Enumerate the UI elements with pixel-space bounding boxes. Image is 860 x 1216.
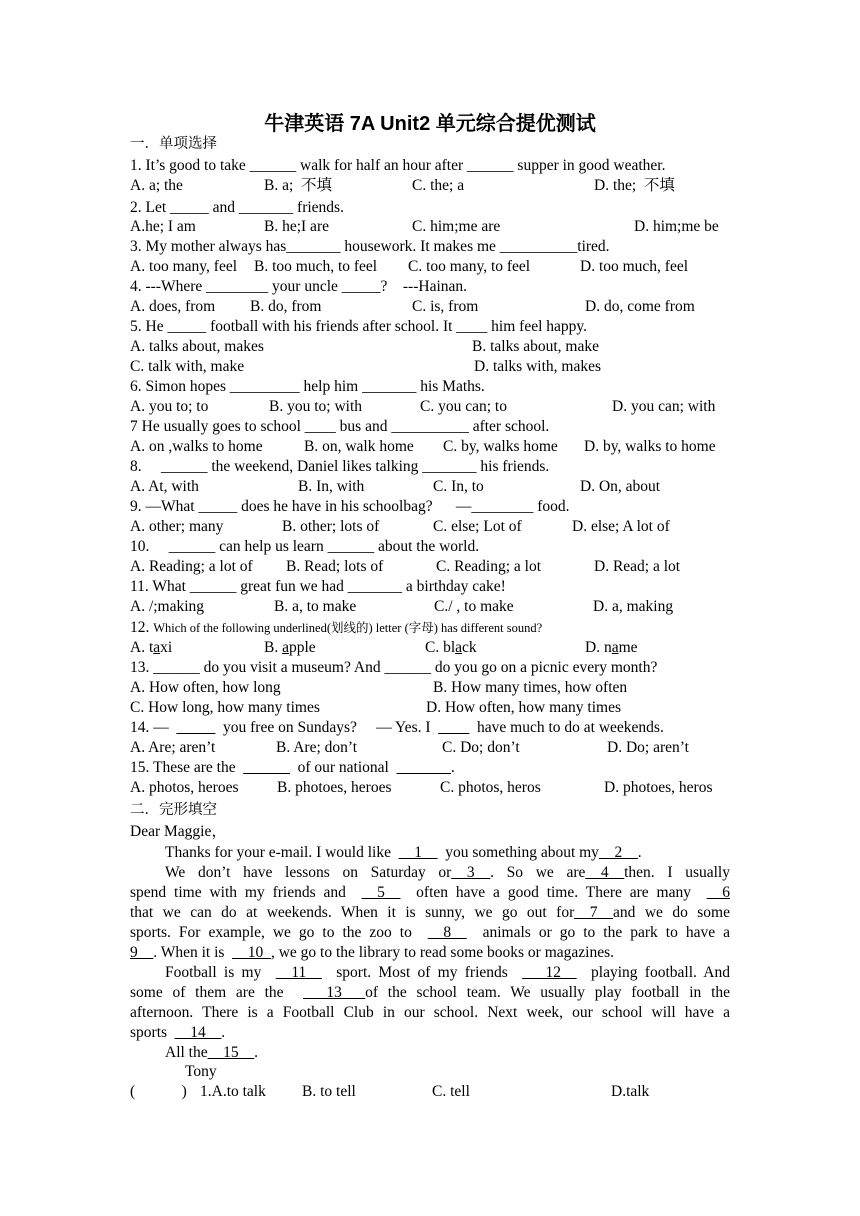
option-c: C. him;me are [412, 218, 501, 235]
blank: ______ [243, 759, 290, 776]
question-stem: 2. Let _____ and _______ friends. [130, 199, 344, 216]
page-title: 牛津英语 7A Unit2 单元综合提优测试 [264, 113, 596, 135]
paragraph-line: afternoon. There is a Football Club in our school. Next week, our school will have a [130, 1004, 730, 1021]
question-stem: 10. ______ can help us learn ______ about the world. [130, 538, 480, 555]
option-b: B. do, from [250, 298, 322, 315]
paragraph-line: We don’t have lessons on Saturday or__3__. So we are__4__then. I usually [165, 864, 730, 881]
letter-signature: Tony [185, 1063, 217, 1080]
option-b: B. he;I are [264, 218, 329, 235]
blank-7: __7__ [574, 904, 613, 921]
option-d: D. do, come from [585, 298, 695, 315]
section-heading-cloze: 二．完形填空 [130, 802, 217, 818]
blank-2: __2__ [598, 844, 638, 861]
blank: _______ [396, 759, 451, 776]
question-stem: 5. He _____ football with his friends after school. It ____ him feel happy. [130, 318, 588, 335]
option-d: D. the; 不填 [594, 177, 675, 194]
option-c: C. the; a [412, 177, 465, 194]
question-stem: 1. It’s good to take ______ walk for half an hour after ______ supper in good weather. [130, 157, 666, 174]
option-c: C. photos, heros [440, 779, 541, 796]
blank-12: ___12__ [522, 964, 577, 981]
option-c: C. Reading; a lot [436, 558, 542, 575]
option-b: B. on, walk home [304, 438, 414, 455]
option-a: A. How often, how long [130, 679, 281, 696]
option-a: A. does, from [130, 298, 216, 315]
option-d: D. name [585, 639, 638, 656]
option-b: B. In, with [298, 478, 365, 495]
underlined-letter: a [153, 639, 161, 656]
blank-11: __11__ [275, 964, 322, 981]
option-d: D. talks with, makes [474, 358, 601, 375]
option-a: A. a; the [130, 177, 183, 194]
question-stem: 14. — _____ you free on Sundays? — Yes. I ____ have much to do at weekends. [130, 719, 664, 736]
question-stem: 6. Simon hopes _________ help him _______ his Maths. [130, 378, 485, 395]
question-text: Which of the following underlined(划线的) letter (字母) has different sound? [153, 621, 543, 635]
paragraph-line: sports __14__. [130, 1024, 226, 1041]
blank-9: 9__ [130, 944, 154, 961]
question-stem: 8. ______ the weekend, Daniel likes talking _______ his friends. [130, 458, 550, 475]
paragraph-line: some of them are the ___13___of the school team. We usually play football in the [130, 984, 731, 1001]
question-stem: 15. These are the ______ of our national _______. [130, 759, 455, 776]
option-b: B. to tell [302, 1083, 356, 1100]
question-stem: 4. ---Where ________ your uncle _____? ---Hainan. [130, 278, 468, 295]
option-c: C. by, walks home [443, 438, 558, 455]
option-d: D. else; A lot of [572, 518, 670, 535]
option-d: D. photoes, heros [604, 779, 713, 796]
paragraph-line: 9__. When it is __10_, we go to the library to read some books or magazines. [130, 944, 614, 961]
option-a: A. Are; aren’t [130, 739, 216, 756]
option-b: B. too much, to feel [254, 258, 378, 275]
blank: _____ [176, 719, 216, 736]
option-b: B. How many times, how often [433, 679, 628, 696]
question-stem: 11. What ______ great fun we had _______ a birthday cake! [130, 578, 506, 595]
option-b: B. Read; lots of [286, 558, 384, 575]
option-d: D. Do; aren’t [607, 739, 689, 756]
option-c: C. you can; to [420, 398, 507, 415]
blank-8: __8__ [427, 924, 467, 941]
option-a: A. talks about, makes [130, 338, 264, 355]
option-c: C. too many, to feel [408, 258, 531, 275]
blank-14: __14__ [174, 1024, 222, 1041]
paragraph-line: Thanks for your e-mail. I would like __1__ you something about my__2__. [165, 844, 642, 861]
paragraph-line: that we can do at weekends. When it is sunny, we go out for__7__and we do some [130, 904, 730, 921]
blank-6: __6 [706, 884, 730, 901]
question-stem: 13. ______ do you visit a museum? And ______ do you go on a picnic every month? [130, 659, 658, 676]
blank-4: __4__ [585, 864, 625, 881]
option-a: 1.A.to talk [200, 1083, 266, 1100]
option-a: A. on ,walks to home [130, 438, 263, 455]
option-b: B. you to; with [269, 398, 363, 415]
option-a: A. photos, heroes [130, 779, 239, 796]
paragraph-line: Football is my __11__ sport. Most of my friends ___12__ playing football. And [165, 964, 730, 981]
option-d: D.talk [611, 1083, 650, 1100]
option-d: D. Read; a lot [594, 558, 681, 575]
option-b: B. a; 不填 [264, 177, 333, 194]
option-b: B. photoes, heroes [277, 779, 392, 796]
question-stem: 7 He usually goes to school ____ bus and __________ after school. [130, 418, 550, 435]
option-a: A. Reading; a lot of [130, 558, 253, 575]
underlined-letter: a [611, 639, 619, 656]
option-b: B. talks about, make [472, 338, 599, 355]
option-b: B. other; lots of [282, 518, 380, 535]
blank-13: ___13___ [303, 984, 366, 1001]
option-d: D. you can; with [612, 398, 716, 415]
option-a: A. taxi [130, 639, 173, 656]
option-d: D. On, about [580, 478, 661, 495]
option-d: D. too much, feel [580, 258, 689, 275]
question-number: 12. [130, 619, 154, 636]
question-stem: 9. —What _____ does he have in his schoolbag? —________ food. [130, 498, 570, 515]
answer-paren: ( ) [130, 1083, 187, 1100]
blank-5: __5__ [361, 884, 401, 901]
option-a: A. /;making [130, 598, 205, 615]
option-c: C. Do; don’t [442, 739, 520, 756]
option-d: D. him;me be [634, 218, 719, 235]
blank: ____ [438, 719, 470, 736]
paragraph-line: sports. For example, we go to the zoo to __8__ animals or go to the park to have a [130, 924, 730, 941]
letter-greeting: Dear Maggie， [130, 823, 227, 840]
option-d: D. a, making [593, 598, 674, 615]
option-c: C. How long, how many times [130, 699, 320, 716]
option-a: A. other; many [130, 518, 224, 535]
option-c: C. talk with, make [130, 358, 245, 375]
option-a: A. too many, feel [130, 258, 238, 275]
blank-10: __10_ [232, 944, 271, 961]
question-stem [130, 618, 542, 638]
option-b: B. a, to make [274, 598, 357, 615]
paragraph-line: All the__15__. [165, 1044, 258, 1061]
option-d: D. How often, how many times [426, 699, 622, 716]
option-b: B. Are; don’t [276, 739, 358, 756]
section-heading-multiple-choice: 一．单项选择 [130, 136, 217, 152]
option-d: D. by, walks to home [584, 438, 716, 455]
option-a: A. you to; to [130, 398, 209, 415]
underlined-letter: a [455, 639, 463, 656]
option-c: C./ , to make [434, 598, 514, 615]
blank-3: __3__ [451, 864, 491, 881]
option-b: B. apple [264, 639, 316, 656]
option-c: C. tell [432, 1083, 470, 1100]
option-c: C. else; Lot of [433, 518, 522, 535]
option-c: C. black [425, 639, 477, 656]
option-c: C. In, to [433, 478, 484, 495]
option-c: C. is, from [412, 298, 479, 315]
option-a: A. At, with [130, 478, 199, 495]
blank-1: __1__ [398, 844, 438, 861]
option-a: A.he; I am [130, 218, 196, 235]
paragraph-line: spend time with my friends and __5__ often have a good time. There are many __6 [130, 884, 730, 901]
underlined-letter: a [282, 639, 289, 656]
blank-15: __15__ [207, 1044, 255, 1061]
question-stem: 3. My mother always has_______ housework. It makes me __________tired. [130, 238, 610, 255]
